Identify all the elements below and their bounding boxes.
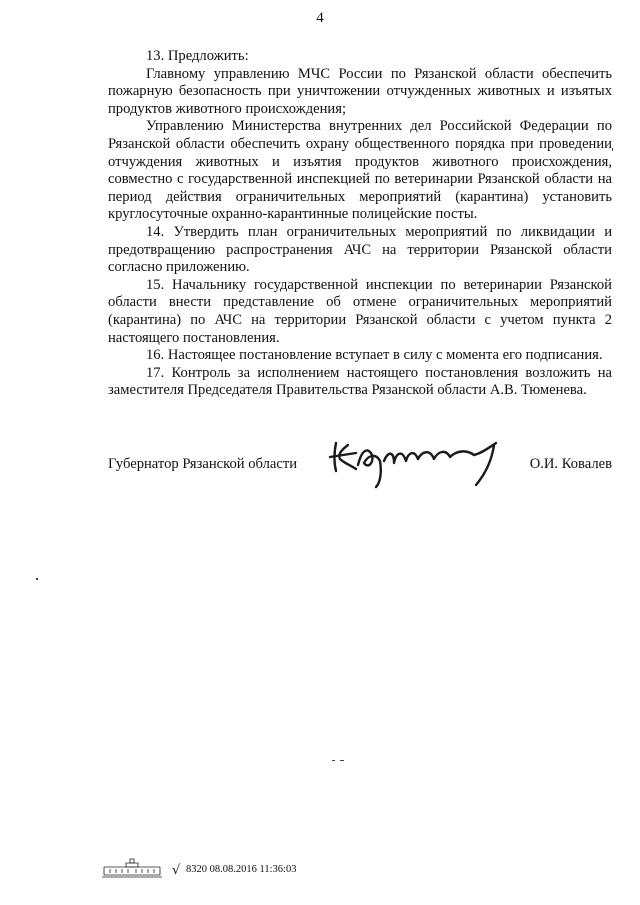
signatory-name: О.И. Ковалев: [529, 456, 612, 472]
scan-speck: [36, 578, 38, 580]
footer-registration: 8320 08.08.2016 11:36:03: [186, 864, 297, 875]
paragraph-17: 17. Контроль за исполнением настоящего постановления возложить на заместителя Председателя Правительства Рязанской области А.В. Тюменева.: [108, 364, 612, 399]
signature-block: [108, 453, 612, 487]
scan-speck: [332, 760, 335, 761]
paragraph-14: 14. Утвердить план ограничительных мероприятий по ликвидации и предотвращению распространения АЧС на территории Рязанской области согласно приложению.: [108, 223, 612, 276]
document-footer: [100, 857, 420, 879]
paragraph-16: 16. Настоящее постановление вступает в силу с момента его подписания.: [146, 347, 603, 364]
signatory-title: Губернатор Рязанской области: [108, 456, 298, 472]
document-body: [108, 48, 612, 400]
scan-speck: [340, 760, 344, 761]
paragraph-mchs: Главному управлению МЧС России по Рязанской области обеспечить пожарную безопасность при уничтожении отчужденных животных и изъятых продуктов животного происхождения;: [108, 65, 612, 117]
paragraph-15: 15. Начальнику государственной инспекции по ветеринарии Рязанской области внести представление об отмене ограничительных мероприятий (карантина) по АЧС на территории Рязанской области с учетом пункта 2 настоящего постановления.: [108, 276, 612, 346]
paragraph-mvd: Управлению Министерства внутренних дел Российской Федерации по Рязанской области обеспечить охрану общественного порядка при проведении отчуждения животных и изъятия продуктов животного происхождения, совместно с государственной инспекцией по ветеринарии Рязанской области на период действия ограничительных мероприятий (карантина) установить круглосуточные охранно-карантинные полицейские посты.: [108, 118, 612, 223]
page-number: 4: [316, 10, 324, 26]
checkmark-icon: √: [172, 863, 181, 878]
paragraph-13-heading: 13. Предложить:: [146, 48, 249, 64]
handwritten-signature: [326, 433, 504, 489]
scan-speck: [612, 148, 613, 151]
government-building-icon: [100, 857, 164, 879]
